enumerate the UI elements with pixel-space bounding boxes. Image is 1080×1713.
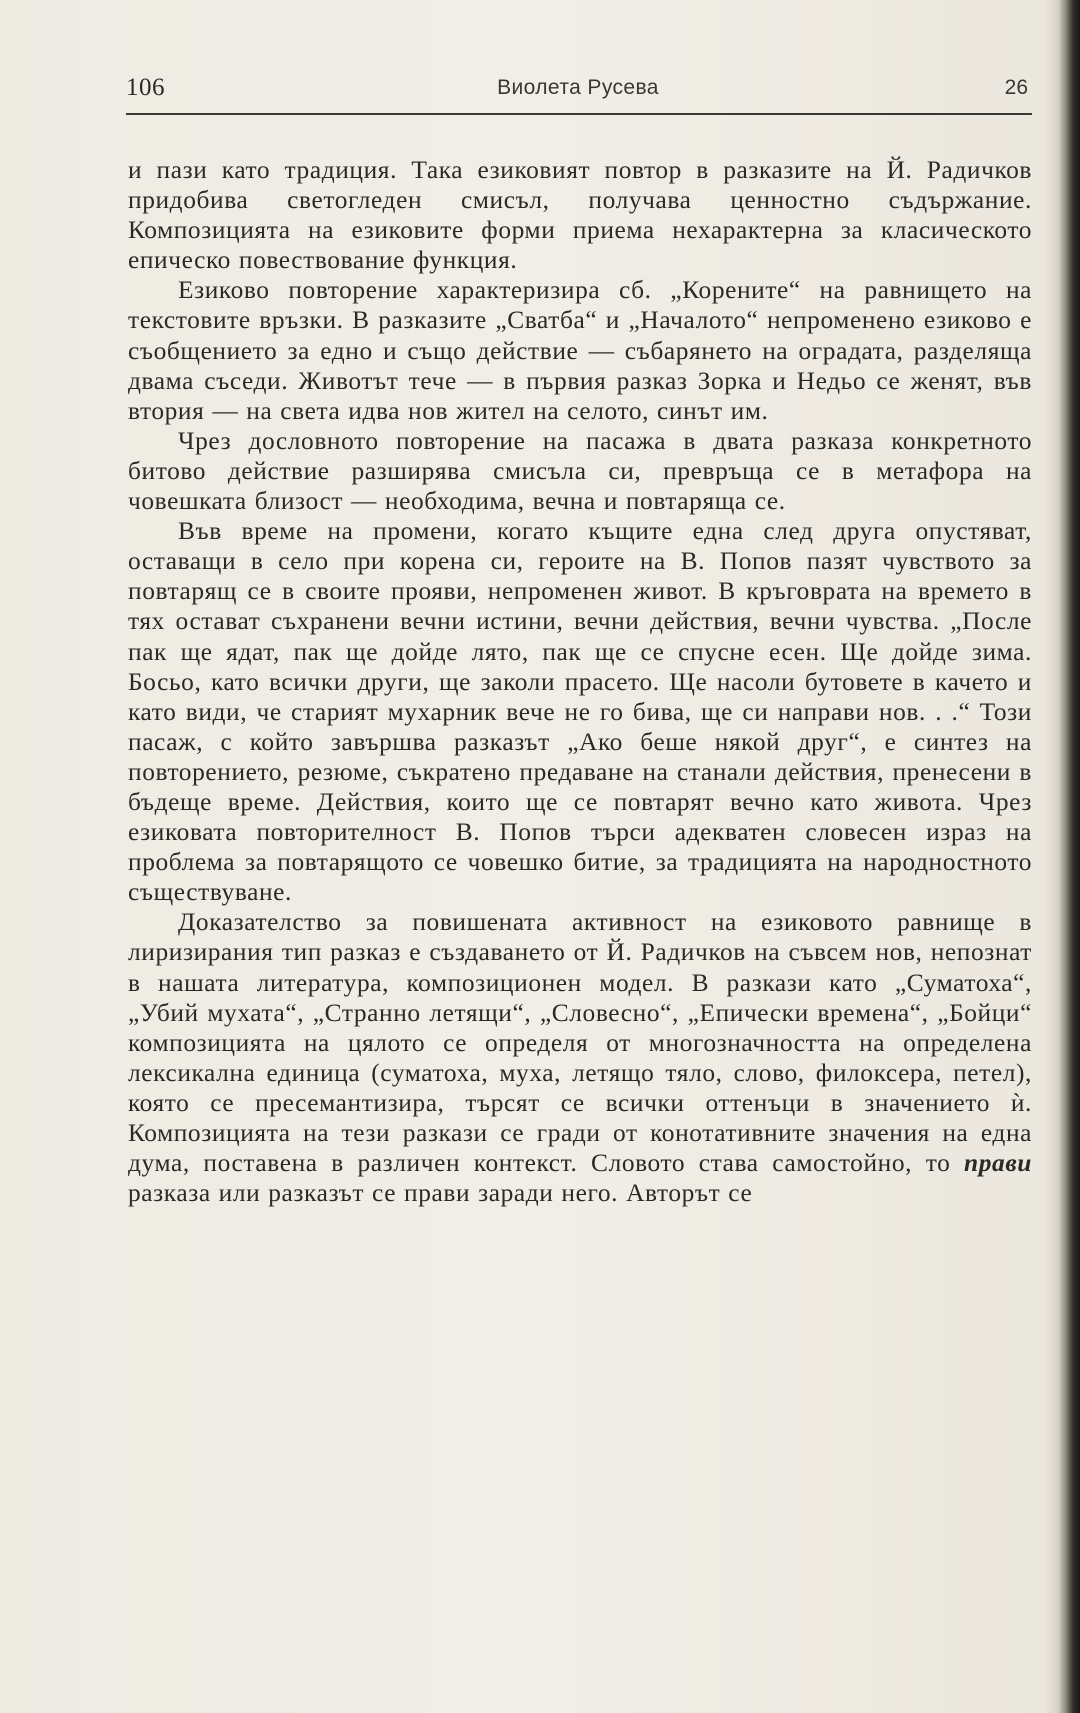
body-text xyxy=(128,155,1032,1208)
paragraph-5-text-after: разказа или разказът се прави заради него. Авторът се xyxy=(128,1179,753,1208)
paragraph-4: Във време на промени, когато къщите една след друга опустяват, оставащи в село при корена си, героите на В. Попов пазят чувството за повтарящ се в своите прояви, непроменен живот. В кръговрата на времето в тях остават съхранени вечни истини, вечни действия, вечни чувства. „После пак ще ядат, пак ще дойде лято, пак ще се спусне есен. Ще дойде зима. Босьо, като всички други, ще заколи прасето. Ще насоли бутовете в качето и като види, че старият мухарник вече не го бива, ще си направи нов. . .“ Този пасаж, с който завършва разказът „Ако беше някой друг“, е синтез на повторението, резюме, съкратено предаване на станали действия, пренесени в бъдеще време. Действия, които ще се повтарят вечно като живота. Чрез езиковата повторителност В. Попов търси адекватен словесен израз на проблема за повтарящото се човешко битие, за традицията на народностното съществуване. xyxy=(128,517,1032,907)
paragraph-3: Чрез дословното повторение на пасажа в двата разказа конкретното битово действие разширява смисъла си, превръща се в метафора на човешката близост — необходима, вечна и повтаряща се. xyxy=(128,426,1032,516)
chapter-number: 26 xyxy=(1004,76,1028,99)
book-binding-edge xyxy=(1058,0,1080,1713)
paragraph-5-text-before: Доказателство за повишената активност на езиковото равнище в лиризирания тип разказ е създаването от Й. Радичков на съвсем нов, непознат в нашата литература, композиционен модел. В разкази като „Суматоха“, „Убий мухата“, „Странно летящи“, „Словесно“, „Епически времена“, „Бойци“ композицията на цялото се определя от многозначността на определена лексикална единица (суматоха, муха, летящо тяло, слово, филоксера, петел), която се пресемантизира, търсят се всички оттенъци в значението ѝ. Композицията на тези разкази се гради от конотативните значения на една дума, поставена в различен контекст. Словото става самостойно, то xyxy=(128,908,1032,1178)
paragraph-1: и пази като традиция. Така езиковият повтор в разказите на Й. Радичков придобива светогледен смисъл, получава ценностно съдържание. Композицията на езиковите форми приема нехарактерна за класическото епическо повествование функция. xyxy=(128,156,1032,275)
page-number: 106 xyxy=(126,74,165,101)
paragraph-5 xyxy=(128,907,1032,1208)
header-rule xyxy=(126,113,1032,115)
page-gutter-shadow xyxy=(1044,0,1058,1713)
paragraph-2: Езиково повторение характеризира сб. „Корените“ на равнището на текстовите връзки. В разказите „Сватба“ и „Началото“ непроменено езиково е съобщението за едно и също действие — събарянето на оградата, разделяща двама съседи. Животът тече — в първия разказ Зорка и Недьо се женят, във втория — на света идва нов жител на селото, синът им. xyxy=(128,276,1032,425)
page-header xyxy=(126,70,1030,110)
paragraph-5-emphasis: прави xyxy=(964,1149,1032,1178)
running-head: Виолета Русева xyxy=(497,76,659,99)
